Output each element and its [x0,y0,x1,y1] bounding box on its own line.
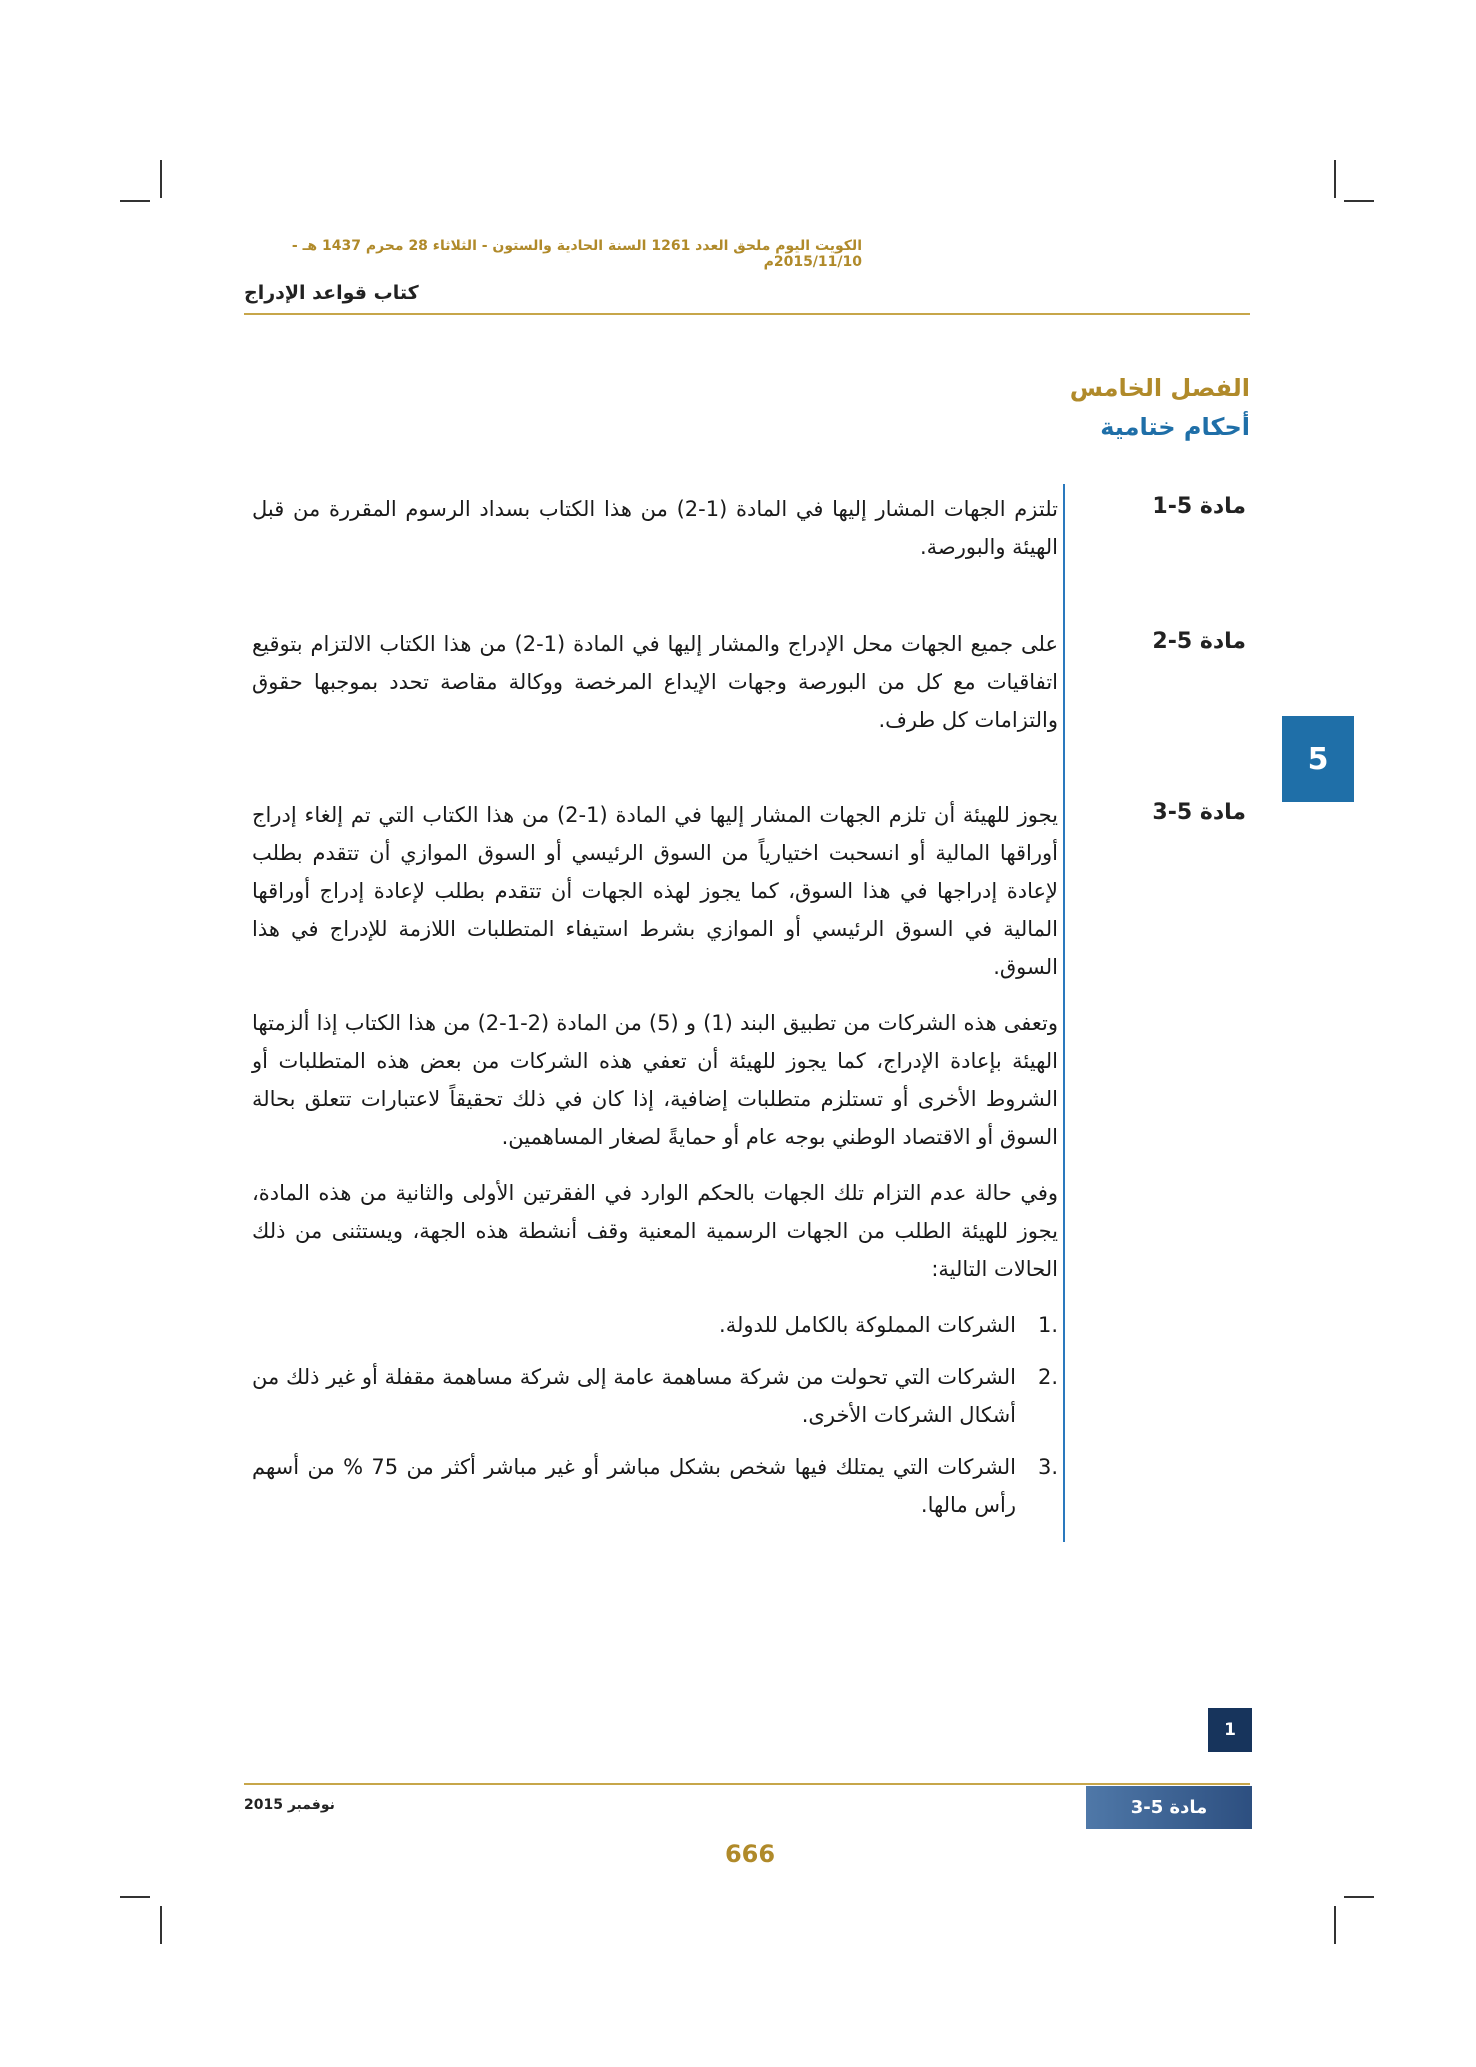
article-label-5-1: مادة 5-1 [1152,494,1246,519]
list-item [252,1358,1058,1434]
list-item-text: الشركات المملوكة بالكامل للدولة. [719,1313,1016,1337]
list-item [252,1306,1058,1344]
list-item-text: الشركات التي يمتلك فيها شخص بشكل مباشر أو غير مباشر أكثر من 75 % من أسهم رأس مالها. [252,1455,1016,1517]
crop-mark [160,160,162,198]
gazette-header-line: الكويت اليوم ملحق العدد 1261 السنة الحادية والستون - الثلاثاء 28 محرم 1437 هـ - 2015/11/10م [291,238,862,270]
crop-mark [120,1896,150,1898]
list-item [252,1448,1058,1524]
list-item-number: .3 [1037,1455,1058,1479]
crop-mark [1334,1906,1336,1944]
exceptions-list [252,1306,1058,1524]
list-item-number: .1 [1037,1313,1058,1337]
footer-divider [244,1783,1250,1785]
page-number: 666 [724,1840,776,1868]
page-index-box: 1 [1208,1708,1252,1752]
article-body-5-1 [252,490,1058,584]
article-paragraph: على جميع الجهات محل الإدراج والمشار إليها في المادة (1-2) من هذا الكتاب الالتزام بتوقيع اتفاقيات مع كل من البورصة وجهات الإيداع المرخصة ووكالة مقاصة تحدد بموجبها حقوق والتزامات كل طرف. [252,632,1058,732]
chapter-subtitle: أحكام ختامية [1100,413,1250,441]
crop-mark [1344,200,1374,202]
chapter-title: الفصل الخامس [1069,374,1250,402]
crop-mark [1344,1896,1374,1898]
article-body-5-2 [252,625,1058,757]
crop-mark [160,1906,162,1944]
list-item-text: الشركات التي تحولت من شركة مساهمة عامة إلى شركة مساهمة مقفلة أو غير ذلك من أشكال الشركات الأخرى. [252,1365,1016,1427]
article-paragraph: وتعفى هذه الشركات من تطبيق البند (1) و (5) من المادة (2-1-2) من هذا الكتاب إذا ألزمتها الهيئة بإعادة الإدراج، كما يجوز للهيئة أن تعفي هذه الشركات من بعض هذه المتطلبات أو الشروط الأخرى أو تستلزم متطلبات إضافية، إذا كان في ذلك تحقيقاً لاعتبارات تتعلق بحالة السوق أو الاقتصاد الوطني بوجه عام أو حمايةً لصغار المساهمين. [252,1011,1059,1149]
article-body-5-3 [252,796,1058,1538]
crop-mark [120,200,150,202]
crop-mark [1334,160,1336,198]
book-title: كتاب قواعد الإدراج [244,282,419,304]
chapter-side-tab: 5 [1282,716,1354,802]
article-paragraph: وفي حالة عدم التزام تلك الجهات بالحكم الوارد في الفقرتين الأولى والثانية من هذه المادة، يجوز للهيئة الطلب من الجهات الرسمية المعنية وقف أنشطة هذه الجهة، ويستثنى من ذلك الحالات التالية: [252,1181,1058,1281]
article-label-5-2: مادة 5-2 [1152,629,1246,654]
article-margin-rule [1063,484,1065,1542]
header-divider [244,313,1250,315]
list-item-number: .2 [1037,1365,1058,1389]
article-paragraph: تلتزم الجهات المشار إليها في المادة (1-2) من هذا الكتاب بسداد الرسوم المقررة من قبل الهيئة والبورصة. [252,497,1058,559]
article-label-5-3: مادة 5-3 [1152,800,1246,825]
article-paragraph: يجوز للهيئة أن تلزم الجهات المشار إليها في المادة (1-2) من هذا الكتاب التي تم إلغاء إدراج أوراقها المالية أو انسحبت اختيارياً من السوق الرئيسي أو السوق الموازي أن تتقدم بطلب لإعادة إدراجها في هذا السوق، كما يجوز لهذه الجهات أن تتقدم بطلب لإعادة إدراج أوراقها المالية في السوق الرئيسي أو الموازي بشرط استيفاء المتطلبات اللازمة للإدراج في هذا السوق. [252,803,1058,979]
footer-date: نوفمبر 2015 [244,1797,335,1813]
footer-article-tag: مادة 5-3 [1086,1786,1252,1829]
